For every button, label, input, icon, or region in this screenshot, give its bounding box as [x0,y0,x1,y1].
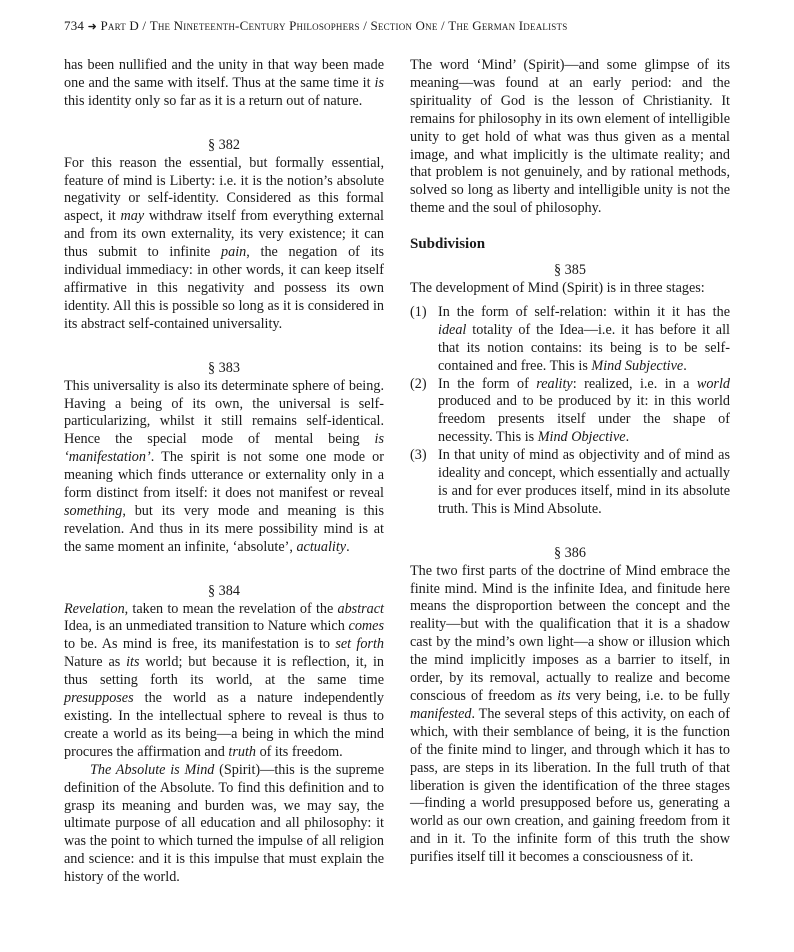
part-label: Part D [100,18,139,33]
right-column [410,57,730,867]
section-383-heading: § 383 [208,359,240,376]
stages-list [410,304,730,519]
section-382-text: For this reason the essential, but formally essential, feature of mind is Liberty: i.e. it is the notion’s absolute negativity or self-identity. Considered as this formal aspect, it may withdraw itself from everything external and from its own externality, its very existence; it can thus submit to infinite pain, the negation of its individual immediacy: in other words, it can keep itself affirmative in this negativity and possess its own identity. All this is possible so long as it is considered in its abstract self-contained universality. [64,154,384,332]
emphasis: Revelation [64,600,125,617]
separator: / [363,18,368,33]
separator: / [142,18,147,33]
emphasis: manifested [410,705,472,722]
emphasis: actuality [296,538,347,555]
list-item-number: (1) [410,303,427,320]
running-head [64,18,744,34]
emphasis: comes [348,618,384,635]
list-item-text: In that unity of mind as objectivity and of mind as ideality and concept, which essentially and actually is and for ever produces itself, mind in its absolute truth. This is Mind Absolute. [438,447,730,517]
emphasis: may [120,208,145,225]
left-column [64,57,384,887]
mind-paragraph: The word ‘Mind’ (Spirit)—and some glimpse of its meaning—was found at an early period: and the spirituality of God is the lesson of Christianity. It remains for philosophy in its own element of intelligible unity to get hold of what was thus given as a mental image, and what implicitly is the ultimate reality; and that problem is not genuinely, and by rational methods, solved so long as liberty and intelligible unity is not the theme and the soul of philosophy. [410,57,730,217]
emphasis: is [374,74,384,91]
emphasis: its [126,654,140,671]
emphasis: reality [536,375,573,392]
book-title: The Nineteenth-Century Philosophers [149,18,360,33]
subdivision-heading: Subdivision [410,236,486,253]
section-384-text: Revelation, taken to mean the revelation of the abstract Idea, is an unmediated transition to Nature which comes to be. As mind is free, its manifestation is to set forth Nature as its world; but because it is reflection, it, in thus setting forth its world, at the same time presupposes the world as a nature independently existing. In the intellectual sphere to reveal is thus to create a world as its being—a being in which the mind procures the affirmation and truth of its freedom. [64,600,385,760]
emphasis: is ‘manifestation’ [64,431,384,466]
emphasis: The Absolute is Mind [90,761,215,778]
arrow-icon: ➜ [87,21,97,33]
section-label: Section One [370,18,438,33]
emphasis: presupposes [64,690,134,707]
list-item-number: (3) [410,447,427,464]
emphasis: something [64,502,123,519]
list-item-text: In the form of self-relation: within it it has the ideal totality of the Idea—i.e. it has before it all that its notion contains: its being is to be self-contained and free. This is Mind Subjective. [438,303,730,374]
intro-paragraph: has been nullified and the unity in that way been made one and the same with itself. Thus at the same time it is this identity only so far as it is a return out of nature. [64,57,384,109]
section-382-heading: § 382 [208,136,240,153]
emphasis: ideal [438,321,467,338]
section-385-heading: § 385 [554,262,586,279]
section-384-text-continued: The Absolute is Mind (Spirit)—this is the supreme definition of the Absolute. To find this definition and to grasp its meaning and burden was, we may say, the ultimate purpose of all education and all philosophy: it was the point to which turned the impulse of all religion and science: and it is this impulse that must explain the history of the world. [64,761,384,886]
section-385-text: The development of Mind (Spirit) is in three stages: [410,279,705,296]
emphasis: Mind Objective [537,429,626,446]
page-number: 734 [64,18,85,33]
section-386-heading: § 386 [554,544,586,561]
section-383-text: This universality is also its determinate sphere of being. Having a being of its own, the universal is self-particularizing, whilst it still remains self-identical. Hence the special mode of mental being is ‘manifestation’. The spirit is not some one mode or meaning which finds utterance or externality only in a form distinct from itself: it does not manifest or reveal something, but its very mode and meaning is this revelation. And thus in its mere possibility mind is at the same moment an infinite, ‘absolute’, actuality. [64,377,384,555]
emphasis: truth [228,743,257,760]
emphasis: world [696,375,730,392]
list-item [410,304,730,376]
emphasis: abstract [337,600,384,617]
list-item [410,376,730,448]
subsection-label: The German Idealists [448,18,568,33]
emphasis: its [557,688,571,704]
separator: / [440,18,445,33]
list-item [410,447,730,519]
emphasis: pain [221,244,247,261]
section-386-text: The two first parts of the doctrine of Mind embrace the finite mind. Mind is the infinite Idea, and finitude here means the disproportion between the concept and the reality—but with the qualification that it is a shadow cast by the mind’s own light—a show or illusion which the mind implicitly imposes as a barrier to itself, in order, by its removal, actually to realize and become conscious of freedom as its very being, i.e. to be fully manifested. The several steps of this activity, on each of which, with their semblance of being, it is the function of the finite mind to linger, and through which it has to pass, are steps in its liberation. In the full truth of that liberation is given the identification of the three stages—finding a world presupposed before us, generating a world as our own creation, and gaining freedom from it and in it. To the infinite form of this truth the show purifies itself till it becomes a consciousness of it. [410,562,730,866]
emphasis: Mind Subjective [591,357,684,374]
list-item-number: (2) [410,375,427,392]
list-item-text: In the form of reality: realized, i.e. in a world produced and to be produced by it: in this world freedom presents itself under the shape of necessity. This is Mind Objective. [438,375,730,446]
section-384-heading: § 384 [208,582,240,599]
emphasis: set forth [335,636,384,653]
